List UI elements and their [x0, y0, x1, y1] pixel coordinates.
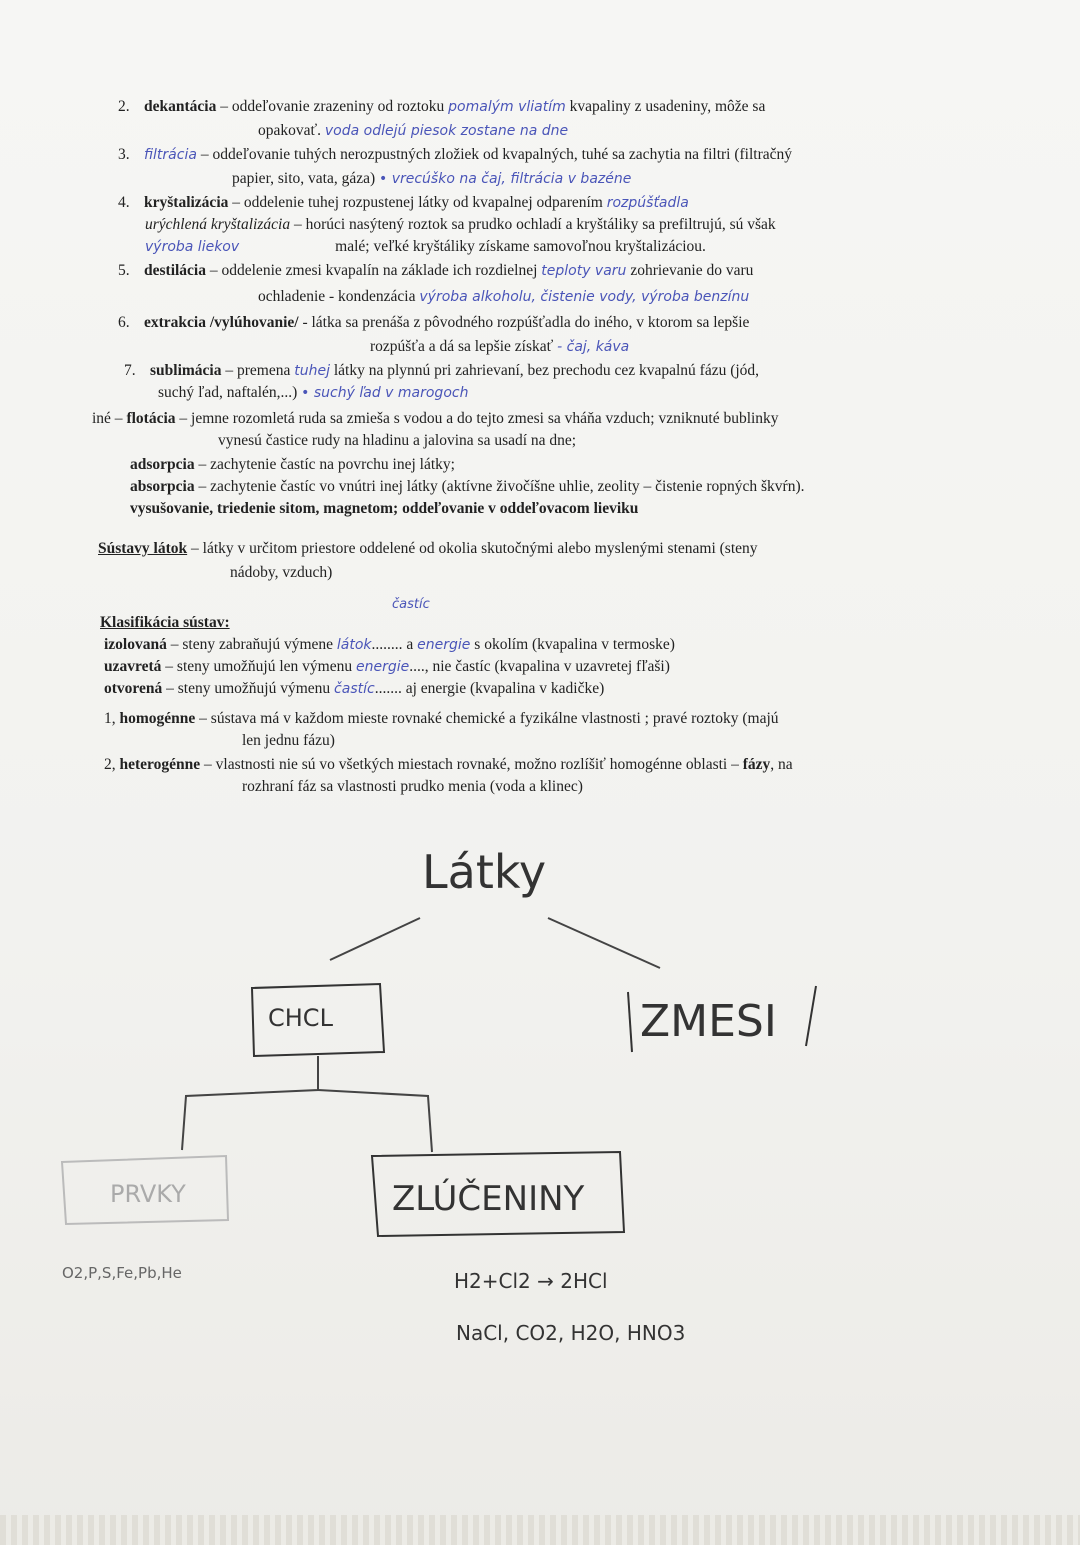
zluceniny-label: ZLÚČENINY [392, 1179, 585, 1219]
branch-left [330, 918, 420, 960]
method-extrakcia-cont: rozpúšťa a dá sa lepšie získať - čaj, káva [370, 338, 630, 355]
method-filtracia-cont: papier, sito, vata, gáza) • vrecúško na čaj, filtrácia v bazéne [232, 170, 632, 187]
type-heterogeneous: 2, heterogénne – vlastnosti nie sú vo všetkých miestach rovnaké, možno rozlíšiť homogénne oblasti – fázy, na [104, 756, 793, 773]
classification-closed: uzavretá – steny umožňujú len výmenu energie...., nie častíc (kvapalina v uzavretej fľaši) [104, 658, 670, 675]
method-destilacia-cont: ochladenie - kondenzácia výroba alkoholu, čistenie vody, výroba benzínu [258, 288, 750, 305]
right-node-bracket-left [628, 992, 632, 1052]
type-homogeneous: 1, homogénne – sústava má v každom mieste rovnaké chemické a fyzikálne vlastnosti ; pravé roztoky (majú [104, 710, 779, 727]
method-dekantacia: 2. dekantácia – oddeľovanie zrazeniny od roztoku pomalým vliatím kvapaliny z usadeniny, môže sa [118, 98, 766, 115]
method-dekantacia-cont: opakovať. voda odlejú piesok zostane na dne [258, 122, 569, 139]
right-node-bracket-right [806, 986, 816, 1046]
method-other-list: vysušovanie, triedenie sitom, magnetom; oddeľovanie v oddeľovacom lieviku [130, 500, 639, 517]
method-filtracia: 3. filtrácia – oddeľovanie tuhých nerozpustných zložiek od kvapalných, tuhé sa zachytia na filtri (filtračný [118, 146, 793, 163]
substances-diagram [0, 800, 1080, 1520]
prvky-examples: O2,P,S,Fe,Pb,He [62, 1264, 182, 1282]
systems-definition-cont: nádoby, vzduch) [230, 564, 333, 581]
method-krystalizacia-fast: urýchlená kryštalizácia – horúci nasýtený roztok sa prudko ochladí a kryštáliky sa prefiltrujú, sú však [145, 216, 776, 233]
prvky-label: PRVKY [110, 1180, 186, 1208]
method-flotacia-cont: vynesú častice rudy na hladinu a jalovina sa usadí na dne; [218, 432, 577, 449]
zluceniny-equation: H2+Cl2 → 2HCl [454, 1269, 608, 1293]
method-destilacia: 5. destilácia – oddelenie zmesi kvapalín na základe ich rozdielnej teploty varu zohrievanie do varu [118, 262, 754, 279]
method-krystalizacia: 4. kryštalizácia – oddelenie tuhej rozpustenej látky od kvapalnej odparením rozpúšťadla [118, 194, 689, 211]
torn-edge [0, 1515, 1080, 1545]
branch-to-zluceniny [318, 1090, 432, 1152]
left-node-label: CHCL [268, 1004, 333, 1032]
method-sublimacia-cont: suchý ľad, naftalén,...) • suchý ľad v marogoch [158, 384, 469, 401]
branch-to-prvky [182, 1056, 318, 1150]
method-flotacia: iné – flotácia – jemne rozomletá ruda sa zmieša s vodou a do tejto zmesi sa vháňa vzduch; vzniknuté bublinky [92, 410, 779, 427]
diagram-root-label: Látky [422, 845, 547, 899]
classification-title: Klasifikácia sústav: [100, 614, 230, 631]
method-extrakcia: 6. extrakcia /vylúhovanie/ - látka sa prenáša z pôvodného rozpúšťadla do iného, v ktorom sa lepšie [118, 314, 750, 331]
classification-open: otvorená – steny umožňujú výmenu častíc....... aj energie (kvapalina v kadičke) [104, 680, 605, 697]
zluceniny-examples: NaCl, CO2, H2O, HNO3 [456, 1321, 686, 1345]
type-homogeneous-cont: len jednu fázu) [242, 732, 335, 749]
right-node-label: ZMESI [640, 996, 777, 1047]
method-krystalizacia-cont: výroba liekov malé; veľké kryštáliky získame samovoľnou kryštalizáciou. [145, 238, 706, 255]
method-sublimacia: 7. sublimácia – premena tuhej látky na plynnú pri zahrievaní, bez prechodu cez kvapalnú fázu (jód, [124, 362, 760, 379]
classification-note: častíc [392, 597, 430, 612]
systems-definition: Sústavy látok – látky v určitom priestore oddelené od okolia skutočnými alebo myslenými stenami (steny [98, 540, 758, 557]
classification-isolated: izolovaná – steny zabraňujú výmene látok........ a energie s okolím (kvapalina v termoske) [104, 636, 675, 653]
method-absorpcia: absorpcia – zachytenie častíc vo vnútri inej látky (aktívne živočíšne uhlie, zeolity – čistenie ropných škvŕn). [130, 478, 805, 495]
branch-right [548, 918, 660, 968]
type-heterogeneous-cont: rozhraní fáz sa vlastnosti prudko menia (voda a klinec) [242, 778, 583, 795]
method-adsorpcia: adsorpcia – zachytenie častíc na povrchu inej látky; [130, 456, 455, 473]
